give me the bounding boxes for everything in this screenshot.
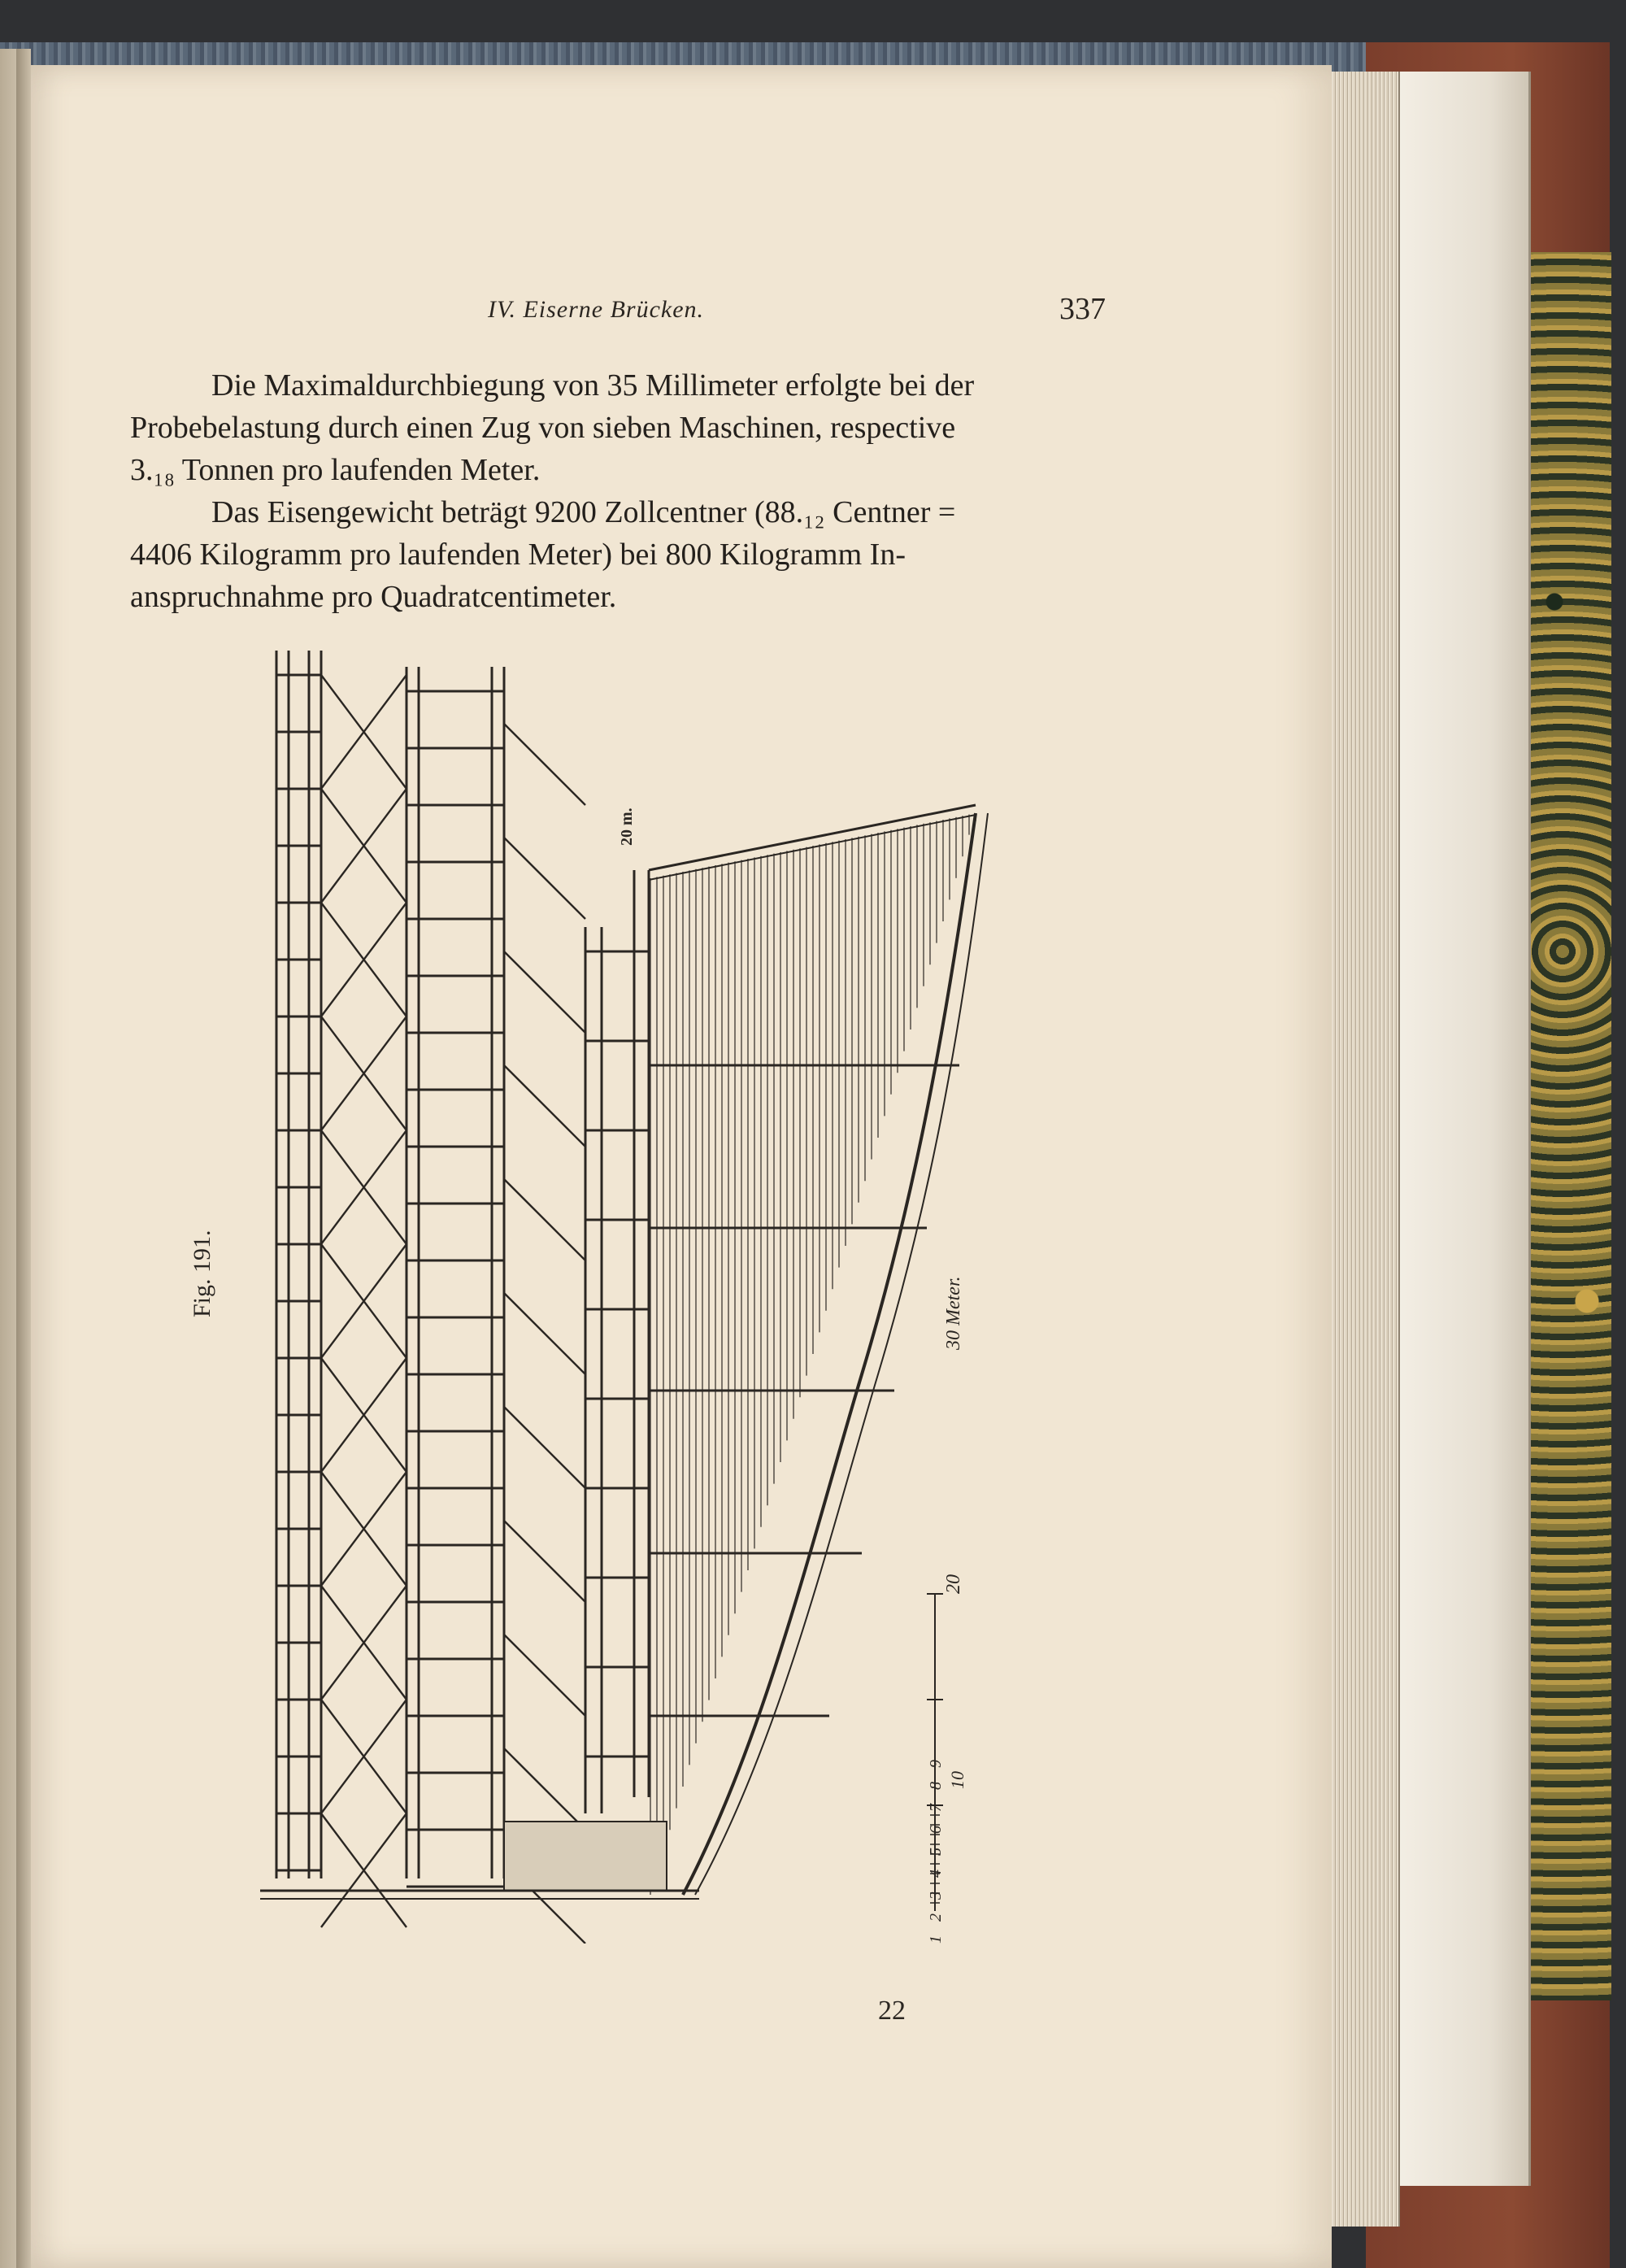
running-head: IV. Eiserne Brücken. <box>488 296 705 323</box>
scale-small-ticks: 1 2 3 4 5 6 7 8 9 <box>927 1755 945 1944</box>
scale-mark-10: 10 <box>947 1771 967 1789</box>
text-line: Das Eisengewicht beträgt 9200 Zollcentner (88.₁₂ Centner = <box>211 495 956 529</box>
text-line: 4406 Kilogramm pro laufenden Meter) bei 800 Kilogramm In- <box>130 538 906 572</box>
left-page-gutter <box>16 49 31 2268</box>
dimension-label: 20 m. <box>618 808 636 846</box>
paragraph-2 <box>130 491 1106 618</box>
body-text <box>130 364 1106 618</box>
signature-mark: 22 <box>878 1996 906 2026</box>
text-line: Probebelastung durch einen Zug von sieben Maschinen, respective <box>130 411 956 445</box>
text-line: Die Maximaldurchbiegung von 35 Millimeter erfolgte bei der <box>211 368 975 403</box>
paragraph-1 <box>130 364 1106 491</box>
scale-title: 30 Meter. <box>943 1276 964 1350</box>
figure-label: Fig. 191. <box>189 1230 215 1317</box>
text-line: 3.₁₈ Tonnen pro laufenden Meter. <box>130 453 541 487</box>
page-number: 337 <box>1059 292 1106 326</box>
marbled-endpaper <box>1528 252 1611 2000</box>
page-stack-right <box>1398 72 1531 2186</box>
scale-mark-20: 20 <box>943 1574 964 1594</box>
page-header <box>488 291 1106 337</box>
text-line: anspruchnahme pro Quadratcentimeter. <box>130 580 617 614</box>
